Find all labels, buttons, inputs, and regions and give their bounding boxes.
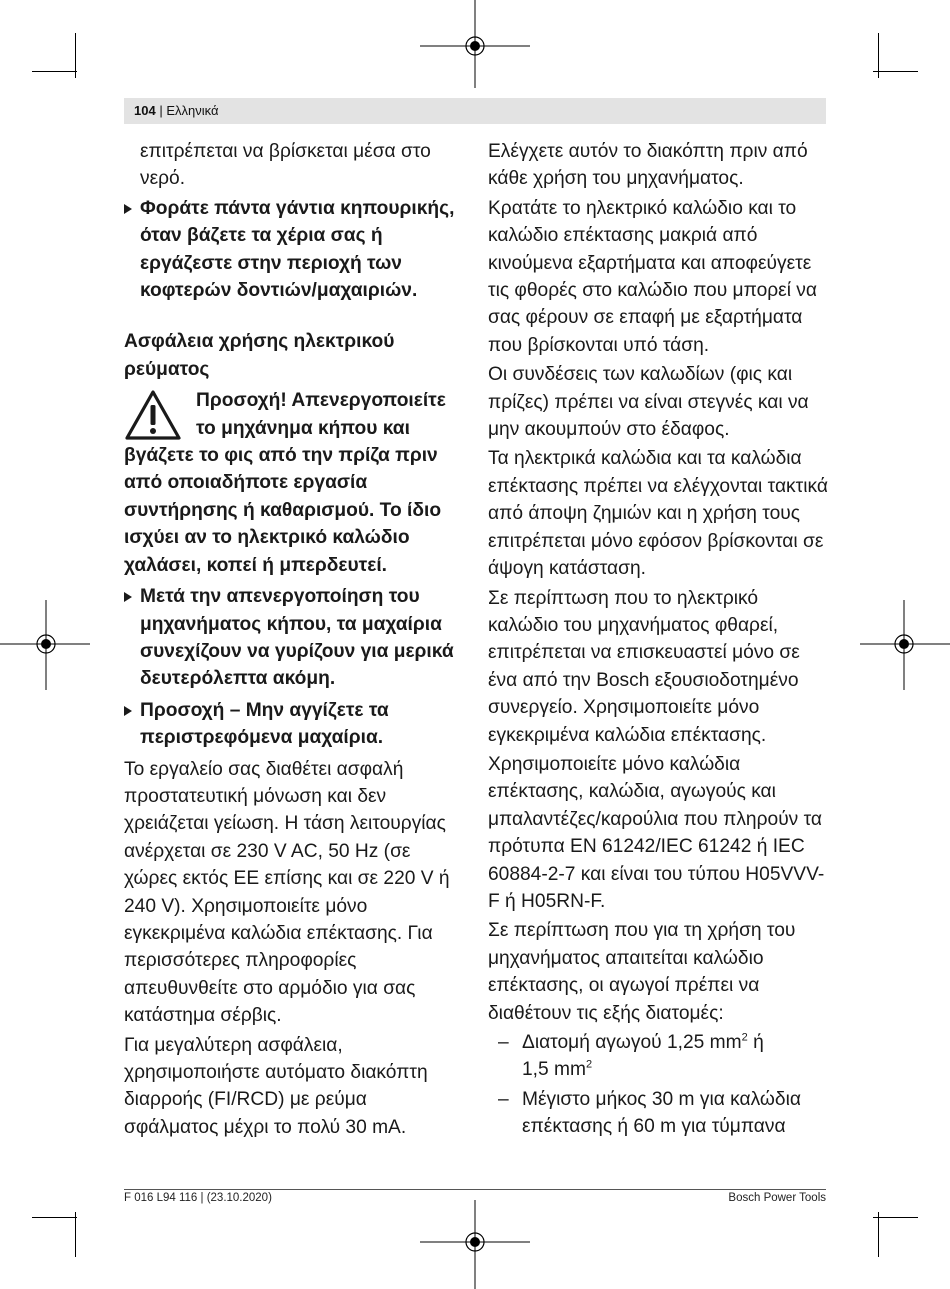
left-column (124, 138, 464, 1143)
dash-marker: – (498, 1088, 509, 1110)
paragraph: επιτρέπεται να βρίσκεται μέσα στο νερό. (140, 141, 431, 190)
list-text: Διατομή αγωγού 1,25 mm (522, 1032, 742, 1053)
paragraph: Σε περίπτωση που το ηλεκτρικό καλώδιο του μηχανήματος φθαρεί, επιτρέπεται να επισκευαστεί μόνο σε ένα από την Bosch εξουσιοδοτημένο συνεργείο. Χρησιμοποιείτε μόνο εγκεκριμένα καλώδια επέκτασης. (488, 587, 800, 746)
header-bar (124, 98, 826, 124)
paragraph: Κρατάτε το ηλεκτρικό καλώδιο και το καλώδιο επέκτασης μακριά από κινούμενα εξαρτήματα και αποφεύγετε τις φθορές στο καλώδιο που μπορεί να σας φέρουν σε επαφή με εξαρτήματα που βρίσκονται υπό τάση. (488, 197, 817, 356)
superscript: 2 (585, 1059, 593, 1072)
paragraph: Ελέγχετε αυτόν το διακόπτη πριν από κάθε χρήση του μηχανήματος. (488, 141, 808, 190)
right-column (488, 138, 828, 1143)
paragraph: Χρησιμοποιείτε μόνο καλώδια επέκτασης, καλώδια, αγωγούς και μπαλαντέζες/καρούλια που πληρούν τα πρότυπα EN 61242/IEC 61242 ή IEC 60884-2-7 και είναι του τύπου H05VVV-F ή H05RN-F. (488, 753, 825, 912)
list-text: 1,5 mm (522, 1059, 586, 1081)
paragraph: Για μεγαλύτερη ασφάλεια, χρησιμοποιήστε αυτόματο διακόπτη διαρροής (FI/RCD) με ρεύμα σφάλματος μέχρι το πολύ 30 mA. (124, 1034, 428, 1138)
triangle-bullet-icon (124, 592, 132, 602)
superscript: 2 (741, 1031, 748, 1044)
page-number: 104 (134, 103, 156, 118)
bullet-text: Μετά την απενεργοποίηση του μηχανήματος κήπου, τα μαχαίρια συνεχίζουν να γυρίζουν για μερικά δευτερόλεπτα ακόμη. (140, 586, 454, 690)
paragraph: Το εργαλείο σας διαθέτει ασφαλή προστατευτική μόνωση και δεν χρειάζεται γείωση. Η τάση λειτουργίας ανέρχεται σε 230 V AC, 50 Hz (σε χώρες εκτός ΕΕ επίσης και σε 220 V ή 240 V). Χρησιμοποιείτε μόνο εγκεκριμένα καλώδια επέκτασης. Για περισσότερες πληροφορίες απευθυνθείτε στο αρμόδιο για σας κατάστημα σέρβις. (124, 758, 450, 1027)
bullet-text: Προσοχή – Μην αγγίζετε τα περιστρεφόμενα μαχαίρια. (140, 699, 389, 749)
footer-doc-id: F 016 L94 116 | (23.10.2020) (124, 1192, 272, 1204)
dash-list-item (488, 1086, 828, 1141)
warning-triangle-icon (124, 389, 182, 441)
dash-marker: – (498, 1032, 509, 1053)
triangle-bullet-icon (124, 204, 132, 214)
bullet-item (124, 583, 464, 693)
header-language: Ελληνικά (166, 103, 219, 118)
bullet-item (124, 697, 464, 752)
list-text: Μέγιστο μήκος 30 m για καλώδια επέκτασης ή 60 m για τύμπανα (522, 1088, 801, 1138)
footer-brand: Bosch Power Tools (728, 1192, 826, 1204)
dash-list-item (488, 1029, 828, 1084)
triangle-bullet-icon (124, 706, 132, 716)
registration-mark-icon (0, 600, 90, 690)
list-text: ή (753, 1032, 764, 1053)
warning-text: Προσοχή! Απενεργοποιείτε το μηχάνημα κήπου και βγάζετε το φις από την πρίζα πριν από οποιαδήποτε εργασία συντήρησης ή καθαρισμού. Το ίδιο ισχύει αν το ηλεκτρικό καλώδιο χαλάσει, κοπεί ή μπερδευτεί. (124, 390, 446, 576)
footer-rule (124, 1189, 826, 1190)
header-separator: | (159, 103, 167, 118)
paragraph: Οι συνδέσεις των καλωδίων (φις και πρίζες) πρέπει να είναι στεγνές και να μην ακουμπούν στο έδαφος. (488, 364, 809, 441)
registration-mark-icon (420, 0, 530, 90)
registration-mark-icon (860, 600, 950, 690)
section-heading: Ασφάλεια χρήσης ηλεκτρικού ρεύματος (124, 331, 395, 380)
paragraph: Τα ηλεκτρικά καλώδια και τα καλώδια επέκτασης πρέπει να ελέγχονται τακτικά από άποψη ζημιών και η χρήση τους επιτρέπεται μόνο εφόσον βρίσκονται σε άψογη κατάσταση. (488, 448, 828, 580)
paragraph: Σε περίπτωση που για τη χρήση του μηχανήματος απαιτείται καλώδιο επέκτασης, οι αγωγοί πρέπει να διαθέτουν τις εξής διατομές: (488, 920, 796, 1024)
warning-block (124, 387, 464, 579)
registration-mark-icon (420, 1200, 530, 1289)
page-header (134, 103, 218, 118)
bullet-item (124, 195, 464, 305)
bullet-text: Φοράτε πάντα γάντια κηπουρικής, όταν βάζετε τα χέρια σας ή εργάζεστε στην περιοχή των κοφτερών δοντιών/μαχαιριών. (140, 197, 455, 302)
